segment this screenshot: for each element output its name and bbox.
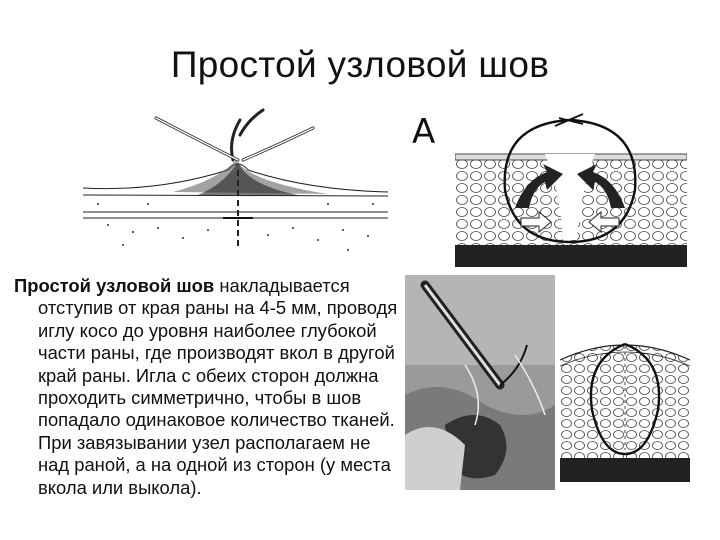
cross-section-bottom-illustration: [560, 330, 690, 485]
description-body: накладывается отступив от края раны на 4-5 мм, проводя иглу косо до уровня наиболее глубокой части раны, где производят вкол в другой край раны. Игла с обеих сторон должна проходить симметрично, чтобы в шов попадало одинаковое количество тканей. При завязывании узел располагаем не над раной, а на одной из сторон (у места вкола или выкола).: [38, 275, 398, 498]
description-text: [14, 275, 400, 515]
cross-section-top-illustration: [455, 110, 687, 270]
knot-illustration: [78, 100, 398, 265]
description-term: Простой узловой шов: [14, 275, 215, 296]
figure-label-a: А: [412, 112, 436, 152]
suturing-photo: [405, 275, 555, 490]
page-title: Простой узловой шов: [170, 44, 550, 85]
